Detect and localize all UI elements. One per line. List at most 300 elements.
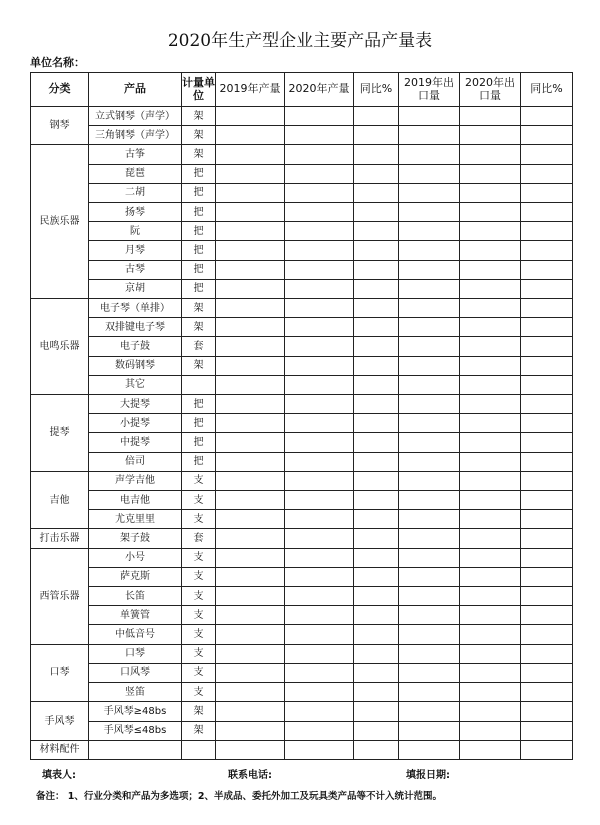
data-entry-cell[interactable] (216, 587, 285, 606)
data-entry-cell[interactable] (399, 529, 460, 548)
data-entry-cell[interactable] (521, 375, 573, 394)
product-cell: 数码钢琴 (89, 356, 182, 375)
data-entry-cell[interactable] (460, 126, 521, 145)
data-entry-cell[interactable] (285, 279, 354, 298)
data-entry-cell[interactable] (460, 663, 521, 682)
data-entry-cell[interactable] (216, 164, 285, 183)
data-entry-cell[interactable] (216, 702, 285, 721)
data-entry-cell[interactable] (216, 222, 285, 241)
data-entry-cell[interactable] (285, 491, 354, 510)
data-entry-cell[interactable] (521, 356, 573, 375)
product-cell: 电子琴（单排） (89, 299, 182, 318)
data-entry-cell[interactable] (216, 356, 285, 375)
table-row (31, 279, 573, 298)
unit-cell: 支 (182, 587, 216, 606)
production-table (30, 72, 573, 760)
data-entry-cell[interactable] (354, 567, 399, 586)
unit-name-label: 单位名称： (30, 56, 85, 69)
table-row (31, 260, 573, 279)
unit-cell: 支 (182, 644, 216, 663)
data-entry-cell[interactable] (354, 433, 399, 452)
data-entry-cell[interactable] (460, 107, 521, 126)
data-entry-cell[interactable] (285, 203, 354, 222)
data-entry-cell[interactable] (285, 183, 354, 202)
data-entry-cell[interactable] (460, 491, 521, 510)
data-entry-cell[interactable] (521, 567, 573, 586)
data-entry-cell[interactable] (216, 529, 285, 548)
data-entry-cell[interactable] (521, 587, 573, 606)
data-entry-cell[interactable] (521, 318, 573, 337)
data-entry-cell[interactable] (460, 356, 521, 375)
table-row (31, 529, 573, 548)
data-entry-cell[interactable] (460, 510, 521, 529)
data-entry-cell[interactable] (460, 683, 521, 702)
data-entry-cell[interactable] (399, 395, 460, 414)
data-entry-cell[interactable] (399, 471, 460, 490)
unit-cell: 架 (182, 702, 216, 721)
data-entry-cell[interactable] (399, 337, 460, 356)
data-entry-cell[interactable] (216, 740, 285, 759)
data-entry-cell[interactable] (354, 356, 399, 375)
data-entry-cell[interactable] (460, 318, 521, 337)
data-entry-cell[interactable] (399, 625, 460, 644)
data-entry-cell[interactable] (460, 567, 521, 586)
data-entry-cell[interactable] (460, 203, 521, 222)
data-entry-cell[interactable] (399, 644, 460, 663)
category-cell: 提琴 (31, 395, 89, 472)
product-cell: 三角钢琴（声学） (89, 126, 182, 145)
data-entry-cell[interactable] (354, 183, 399, 202)
product-cell: 中低音号 (89, 625, 182, 644)
data-entry-cell[interactable] (399, 414, 460, 433)
data-entry-cell[interactable] (460, 414, 521, 433)
table-row (31, 318, 573, 337)
unit-cell: 把 (182, 203, 216, 222)
product-cell: 月琴 (89, 241, 182, 260)
data-entry-cell[interactable] (460, 721, 521, 740)
data-entry-cell[interactable] (460, 337, 521, 356)
data-entry-cell[interactable] (354, 260, 399, 279)
product-cell: 竖笛 (89, 683, 182, 702)
page-title: 2020年生产型企业主要产品产量表 (167, 31, 433, 51)
data-entry-cell[interactable] (521, 337, 573, 356)
data-entry-cell[interactable] (285, 567, 354, 586)
category-cell: 口琴 (31, 644, 89, 702)
data-entry-cell[interactable] (521, 702, 573, 721)
unit-cell: 把 (182, 222, 216, 241)
data-entry-cell[interactable] (354, 452, 399, 471)
data-entry-cell[interactable] (460, 529, 521, 548)
header-2020-output: 2020年产量 (285, 73, 354, 107)
data-entry-cell[interactable] (460, 587, 521, 606)
table-row (31, 395, 573, 414)
data-entry-cell[interactable] (354, 471, 399, 490)
data-entry-cell[interactable] (216, 606, 285, 625)
data-entry-cell[interactable] (521, 414, 573, 433)
unit-cell: 架 (182, 145, 216, 164)
data-entry-cell[interactable] (216, 318, 285, 337)
data-entry-cell[interactable] (354, 337, 399, 356)
header-category: 分类 (31, 73, 89, 107)
data-entry-cell[interactable] (285, 375, 354, 394)
data-entry-cell[interactable] (354, 279, 399, 298)
category-cell: 吉他 (31, 471, 89, 529)
product-cell: 小号 (89, 548, 182, 567)
data-entry-cell[interactable] (460, 222, 521, 241)
data-entry-cell[interactable] (354, 107, 399, 126)
data-entry-cell[interactable] (521, 279, 573, 298)
data-entry-cell[interactable] (216, 107, 285, 126)
data-entry-cell[interactable] (399, 683, 460, 702)
unit-cell: 架 (182, 356, 216, 375)
data-entry-cell[interactable] (521, 663, 573, 682)
data-entry-cell[interactable] (285, 318, 354, 337)
data-entry-cell[interactable] (216, 299, 285, 318)
data-entry-cell[interactable] (399, 145, 460, 164)
data-entry-cell[interactable] (354, 683, 399, 702)
data-entry-cell[interactable] (399, 222, 460, 241)
data-entry-cell[interactable] (521, 433, 573, 452)
unit-cell: 把 (182, 260, 216, 279)
product-cell: 其它 (89, 375, 182, 394)
data-entry-cell[interactable] (521, 471, 573, 490)
table-row (31, 510, 573, 529)
product-cell: 萨克斯 (89, 567, 182, 586)
data-entry-cell[interactable] (399, 375, 460, 394)
product-cell: 古筝 (89, 145, 182, 164)
table-row (31, 702, 573, 721)
data-entry-cell[interactable] (460, 740, 521, 759)
data-entry-cell[interactable] (216, 279, 285, 298)
data-entry-cell[interactable] (460, 164, 521, 183)
table-row (31, 433, 573, 452)
data-entry-cell[interactable] (285, 683, 354, 702)
data-entry-cell[interactable] (216, 433, 285, 452)
data-entry-cell[interactable] (521, 452, 573, 471)
header-row (31, 73, 573, 107)
data-entry-cell[interactable] (354, 606, 399, 625)
product-cell: 口琴 (89, 644, 182, 663)
data-entry-cell[interactable] (285, 663, 354, 682)
data-entry-cell[interactable] (354, 721, 399, 740)
table-row (31, 241, 573, 260)
data-entry-cell[interactable] (285, 145, 354, 164)
table-row (31, 299, 573, 318)
table-row (31, 663, 573, 682)
header-export-yoy: 同比% (521, 73, 573, 107)
data-entry-cell[interactable] (521, 299, 573, 318)
data-entry-cell[interactable] (354, 548, 399, 567)
data-entry-cell[interactable] (399, 164, 460, 183)
table-row (31, 721, 573, 740)
data-entry-cell[interactable] (399, 606, 460, 625)
table-row (31, 414, 573, 433)
data-entry-cell[interactable] (285, 510, 354, 529)
data-entry-cell[interactable] (521, 529, 573, 548)
data-entry-cell[interactable] (216, 510, 285, 529)
data-entry-cell[interactable] (354, 299, 399, 318)
data-entry-cell[interactable] (399, 491, 460, 510)
table-row (31, 625, 573, 644)
data-entry-cell[interactable] (521, 510, 573, 529)
data-entry-cell[interactable] (285, 164, 354, 183)
data-entry-cell[interactable] (285, 222, 354, 241)
data-entry-cell[interactable] (285, 299, 354, 318)
data-entry-cell[interactable] (460, 183, 521, 202)
data-entry-cell[interactable] (460, 299, 521, 318)
product-cell: 声学吉他 (89, 471, 182, 490)
data-entry-cell[interactable] (460, 260, 521, 279)
data-entry-cell[interactable] (354, 625, 399, 644)
data-entry-cell[interactable] (285, 606, 354, 625)
data-entry-cell[interactable] (216, 721, 285, 740)
data-entry-cell[interactable] (285, 721, 354, 740)
data-entry-cell[interactable] (521, 145, 573, 164)
data-entry-cell[interactable] (354, 164, 399, 183)
data-entry-cell[interactable] (216, 567, 285, 586)
unit-cell: 架 (182, 126, 216, 145)
data-entry-cell[interactable] (354, 145, 399, 164)
data-entry-cell[interactable] (216, 663, 285, 682)
table-row (31, 375, 573, 394)
data-entry-cell[interactable] (521, 222, 573, 241)
data-entry-cell[interactable] (521, 683, 573, 702)
product-cell: 手风琴≤48bs (89, 721, 182, 740)
data-entry-cell[interactable] (216, 183, 285, 202)
data-entry-cell[interactable] (285, 548, 354, 567)
data-entry-cell[interactable] (354, 414, 399, 433)
data-entry-cell[interactable] (460, 452, 521, 471)
data-entry-cell[interactable] (521, 625, 573, 644)
category-cell: 材料配件 (31, 740, 89, 759)
unit-cell: 支 (182, 683, 216, 702)
data-entry-cell[interactable] (521, 203, 573, 222)
table-row (31, 606, 573, 625)
data-entry-cell[interactable] (521, 260, 573, 279)
data-entry-cell[interactable] (399, 740, 460, 759)
data-entry-cell[interactable] (354, 740, 399, 759)
table-row (31, 164, 573, 183)
product-cell: 手风琴≥48bs (89, 702, 182, 721)
product-cell: 长笛 (89, 587, 182, 606)
filler-label: 填表人: (42, 770, 76, 781)
table-row (31, 126, 573, 145)
unit-cell: 把 (182, 452, 216, 471)
data-entry-cell[interactable] (216, 683, 285, 702)
table-row (31, 644, 573, 663)
data-entry-cell[interactable] (216, 414, 285, 433)
product-cell: 琵琶 (89, 164, 182, 183)
data-entry-cell[interactable] (460, 145, 521, 164)
data-entry-cell[interactable] (354, 241, 399, 260)
data-entry-cell[interactable] (285, 471, 354, 490)
data-entry-cell[interactable] (216, 395, 285, 414)
unit-cell: 架 (182, 318, 216, 337)
data-entry-cell[interactable] (216, 145, 285, 164)
data-entry-cell[interactable] (216, 471, 285, 490)
data-entry-cell[interactable] (285, 337, 354, 356)
data-entry-cell[interactable] (399, 587, 460, 606)
data-entry-cell[interactable] (285, 452, 354, 471)
data-entry-cell[interactable] (399, 510, 460, 529)
data-entry-cell[interactable] (521, 740, 573, 759)
table-body (31, 107, 573, 760)
data-entry-cell[interactable] (521, 183, 573, 202)
data-entry-cell[interactable] (285, 414, 354, 433)
unit-cell: 把 (182, 433, 216, 452)
product-cell: 大提琴 (89, 395, 182, 414)
data-entry-cell[interactable] (399, 721, 460, 740)
product-cell: 架子鼓 (89, 529, 182, 548)
data-entry-cell[interactable] (285, 260, 354, 279)
data-entry-cell[interactable] (216, 644, 285, 663)
data-entry-cell[interactable] (460, 279, 521, 298)
table-row (31, 452, 573, 471)
unit-cell: 架 (182, 107, 216, 126)
data-entry-cell[interactable] (216, 491, 285, 510)
data-entry-cell[interactable] (354, 510, 399, 529)
data-entry-cell[interactable] (399, 107, 460, 126)
data-entry-cell[interactable] (216, 260, 285, 279)
product-cell: 立式钢琴（声学） (89, 107, 182, 126)
table-row (31, 471, 573, 490)
data-entry-cell[interactable] (216, 126, 285, 145)
category-cell: 手风琴 (31, 702, 89, 740)
unit-cell: 支 (182, 510, 216, 529)
product-cell: 扬琴 (89, 203, 182, 222)
data-entry-cell[interactable] (354, 222, 399, 241)
data-entry-cell[interactable] (399, 279, 460, 298)
data-entry-cell[interactable] (285, 625, 354, 644)
data-entry-cell[interactable] (399, 241, 460, 260)
data-entry-cell[interactable] (285, 433, 354, 452)
data-entry-cell[interactable] (521, 548, 573, 567)
data-entry-cell[interactable] (460, 606, 521, 625)
data-entry-cell[interactable] (399, 433, 460, 452)
data-entry-cell[interactable] (399, 203, 460, 222)
table-row (31, 548, 573, 567)
table-row (31, 356, 573, 375)
data-entry-cell[interactable] (216, 625, 285, 644)
data-entry-cell[interactable] (521, 164, 573, 183)
data-entry-cell[interactable] (354, 702, 399, 721)
data-entry-cell[interactable] (216, 241, 285, 260)
product-cell: 古琴 (89, 260, 182, 279)
data-entry-cell[interactable] (460, 644, 521, 663)
data-entry-cell[interactable] (521, 107, 573, 126)
table-row (31, 587, 573, 606)
data-entry-cell[interactable] (521, 721, 573, 740)
table-row (31, 145, 573, 164)
data-entry-cell[interactable] (216, 337, 285, 356)
data-entry-cell[interactable] (521, 491, 573, 510)
data-entry-cell[interactable] (460, 241, 521, 260)
data-entry-cell[interactable] (521, 241, 573, 260)
data-entry-cell[interactable] (399, 318, 460, 337)
product-cell: 双排键电子琴 (89, 318, 182, 337)
data-entry-cell[interactable] (460, 548, 521, 567)
data-entry-cell[interactable] (285, 107, 354, 126)
data-entry-cell[interactable] (285, 395, 354, 414)
unit-cell: 套 (182, 337, 216, 356)
data-entry-cell[interactable] (460, 433, 521, 452)
data-entry-cell[interactable] (460, 375, 521, 394)
data-entry-cell[interactable] (399, 260, 460, 279)
product-cell: 电吉他 (89, 491, 182, 510)
table-row (31, 491, 573, 510)
product-cell: 阮 (89, 222, 182, 241)
data-entry-cell[interactable] (354, 203, 399, 222)
data-entry-cell[interactable] (521, 126, 573, 145)
data-entry-cell[interactable] (216, 452, 285, 471)
data-entry-cell[interactable] (216, 203, 285, 222)
product-cell: 电子鼓 (89, 337, 182, 356)
remarks-note: 备注： 1、行业分类和产品为多选项；2、半成品、委托外加工及玩具类产品等不计入统计范围。 (36, 791, 443, 802)
data-entry-cell[interactable] (285, 126, 354, 145)
unit-cell (182, 375, 216, 394)
data-entry-cell[interactable] (399, 299, 460, 318)
data-entry-cell[interactable] (354, 375, 399, 394)
data-entry-cell[interactable] (285, 644, 354, 663)
data-entry-cell[interactable] (399, 548, 460, 567)
data-entry-cell[interactable] (285, 241, 354, 260)
data-entry-cell[interactable] (354, 126, 399, 145)
data-entry-cell[interactable] (399, 663, 460, 682)
unit-cell: 把 (182, 395, 216, 414)
unit-cell: 支 (182, 625, 216, 644)
data-entry-cell[interactable] (285, 529, 354, 548)
data-entry-cell[interactable] (354, 587, 399, 606)
data-entry-cell[interactable] (399, 567, 460, 586)
data-entry-cell[interactable] (399, 452, 460, 471)
data-entry-cell[interactable] (521, 606, 573, 625)
data-entry-cell[interactable] (216, 548, 285, 567)
data-entry-cell[interactable] (399, 356, 460, 375)
data-entry-cell[interactable] (354, 663, 399, 682)
data-entry-cell[interactable] (285, 702, 354, 721)
data-entry-cell[interactable] (285, 356, 354, 375)
data-entry-cell[interactable] (354, 529, 399, 548)
unit-cell: 把 (182, 414, 216, 433)
product-cell: 中提琴 (89, 433, 182, 452)
data-entry-cell[interactable] (521, 644, 573, 663)
data-entry-cell[interactable] (399, 183, 460, 202)
data-entry-cell[interactable] (216, 375, 285, 394)
data-entry-cell[interactable] (460, 395, 521, 414)
phone-label: 联系电话: (228, 770, 272, 781)
data-entry-cell[interactable] (460, 471, 521, 490)
data-entry-cell[interactable] (460, 625, 521, 644)
data-entry-cell[interactable] (285, 740, 354, 759)
product-cell: 口风琴 (89, 663, 182, 682)
product-cell: 小提琴 (89, 414, 182, 433)
unit-cell: 把 (182, 183, 216, 202)
unit-cell: 架 (182, 299, 216, 318)
data-entry-cell[interactable] (354, 318, 399, 337)
data-entry-cell[interactable] (521, 395, 573, 414)
header-2019-output: 2019年产量 (216, 73, 285, 107)
product-cell: 京胡 (89, 279, 182, 298)
unit-cell: 把 (182, 279, 216, 298)
data-entry-cell[interactable] (399, 702, 460, 721)
table-row (31, 740, 573, 759)
data-entry-cell[interactable] (354, 644, 399, 663)
data-entry-cell[interactable] (354, 491, 399, 510)
data-entry-cell[interactable] (460, 702, 521, 721)
data-entry-cell[interactable] (399, 126, 460, 145)
data-entry-cell[interactable] (285, 587, 354, 606)
data-entry-cell[interactable] (354, 395, 399, 414)
